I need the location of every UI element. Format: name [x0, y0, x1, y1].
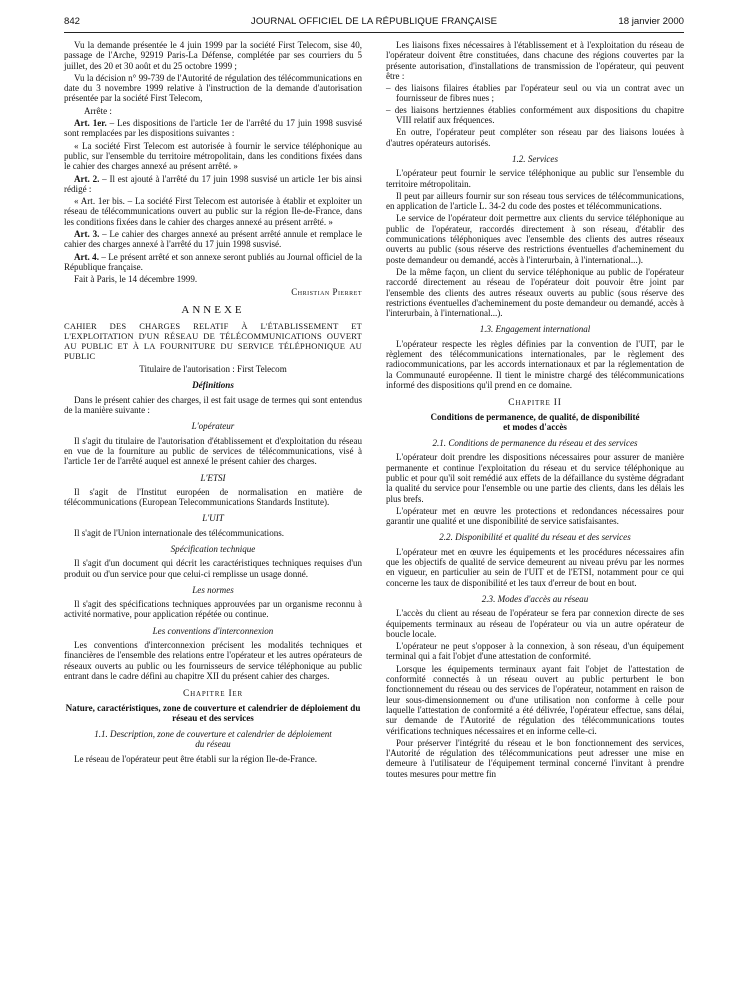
signature: Christian Pierret [291, 286, 362, 297]
chapter-title: Conditions de permanence, de qualité, de disponibilité et modes d'accès [430, 411, 640, 432]
section-heading: Spécification technique [170, 543, 256, 554]
article-label: Art. 2. [74, 173, 100, 184]
page-number: 842 [64, 16, 81, 27]
titulaire: Titulaire de l'autorisation : First Telecom [139, 364, 287, 375]
paragraph: Lorsque les équipements terminaux ayant fait l'objet de l'attestation de conformité connectés à un réseau ouvert au public perturbent le bon fonctionnement du réseau ou des services de l'opérateur, notamment en raison de leur sous-dimensionnement ou d'une utilisation non conforme à celle pour laquelle l'attestation de conformité a été délivrée, l'opérateur effectue, sans délai, sur demande de l'Autorité de régulation des télécommunications toutes vérifications techniques nécessaires et en informe celle-ci. [386, 663, 684, 736]
paragraph: Il s'agit des spécifications techniques approuvées par un organisme reconnu à activité normative, pour application répétée ou continue. [64, 599, 362, 620]
page-header [64, 16, 684, 30]
list-item: – des liaisons filaires établies par l'opérateur seul ou via un contrat avec un fournisseur de fibres nues ; [386, 83, 684, 104]
section-heading: 2.1. Conditions de permanence du réseau et des services [432, 438, 638, 449]
section-heading: L'ETSI [200, 472, 226, 483]
paragraph: Il s'agit de l'Union internationale des télécommunications. [74, 527, 285, 538]
paragraph: En outre, l'opérateur peut compléter son réseau par des liaisons louées à d'autres opérateurs autorisés. [386, 127, 684, 148]
article-quote: « La société First Telecom est autorisée à fournir le service téléphonique au public, sur l'ensemble du territoire métropolitain, dans les conditions fixées dans le cahier des charges annexé au présent arrêté. » [64, 140, 362, 172]
paragraph: Il s'agit de l'Institut européen de normalisation en matière de télécommunications (European Telecommunications Standards Institute). [64, 486, 362, 508]
section-heading: 1.3. Engagement international [479, 324, 591, 335]
section-heading: 2.3. Modes d'accès au réseau [481, 593, 589, 604]
annexe-heading: ANNEXE [181, 303, 245, 316]
paragraph: L'opérateur respecte les règles définies par la convention de l'UIT, par le règlement des télécommunications internationales, par le règlement des radiocommunications, par les accords internationaux et par la réglementation de la Communauté européenne. Il tient le ministre chargé des télécommunications informé des dispositions qu'il prend en ce domaine. [386, 338, 684, 390]
article-label: Art. 4. [74, 251, 99, 262]
section-heading: L'UIT [202, 513, 224, 524]
article-3: Art. 3. – Le cahier des charges annexé au présent arrêté annule et remplace le cahier des charges annexé à l'arrêté du 17 juin 1998 susvisé. [64, 229, 362, 250]
left-column [64, 40, 362, 766]
article-1: Art. 1er. – Les dispositions de l'article 1er de l'arrêté du 17 juin 1998 susvisé sont remplacées par les dispositions suivantes : [64, 118, 362, 139]
section-heading: 1.1. Description, zone de couverture et calendrier de déploiement du réseau [94, 729, 332, 750]
section-heading: Définitions [192, 380, 234, 391]
publication-date: 18 janvier 2000 [618, 16, 684, 27]
section-heading: Les conventions d'interconnexion [152, 625, 274, 636]
section-heading: L'opérateur [191, 421, 235, 432]
paragraph: L'opérateur met en œuvre les protections et redondances nécessaires pour garantir une qualité et une disponibilité de service satisfaisantes. [386, 505, 684, 527]
paragraph: Le service de l'opérateur doit permettre aux clients du service téléphonique au public de l'opérateur, raccordés directement à son réseau, d'établir des communications téléphoniques avec l'ensemble des clients des autres réseaux ouverts au public (sous réserve des restrictions éventuelles d'acheminement du poste demandeur ou demandé, accès à l'interurbain, à l'international...). [386, 213, 684, 265]
header-rule [64, 32, 684, 33]
section-heading: Les normes [192, 584, 234, 595]
paragraph: De la même façon, un client du service téléphonique au public de l'opérateur raccordé directement au réseau de l'opérateur doit pouvoir être joint par l'ensemble des clients des autres réseaux ouverts au public (sous réserve des restrictions éventuelles d'acheminement du poste demandeur ou demandé, accès à l'interurbain, à l'international...). [386, 266, 684, 319]
section-heading: 2.2. Disponibilité et qualité du réseau et des services [439, 532, 631, 543]
paragraph: L'opérateur doit prendre les dispositions nécessaires pour assurer de manière permanente et continue l'exploitation du réseau et du service téléphonique au public et pour qu'il soit remédié aux effets de la défaillance du système dégradant la qualité du service pour l'ensemble ou une partie des clients, dans les délais les plus brefs. [386, 452, 684, 504]
arrete-label: Arrête : [84, 105, 112, 116]
article-4: Art. 4. – Le présent arrêté et son annexe seront publiés au Journal officiel de la République française. [64, 251, 363, 272]
paragraph: L'opérateur met en œuvre les équipements et les procédures nécessaires afin que les objectifs de qualité de service demeurent au niveau prévu par les normes en vigueur, en particulier au sein de l'UIT et de l'ETSI, notamment pour ce qui concerne les taux de disponibilité et les taux d'erreur de bout en bout. [386, 546, 684, 588]
section-heading: 1.2. Services [512, 153, 558, 164]
paragraph: Il s'agit du titulaire de l'autorisation d'établissement et d'exploitation du réseau en vue de la fourniture au public de services de télécommunications, visé à l'article 1er de l'arrêté auquel est annexé le présent cahier des charges. [64, 435, 362, 467]
right-column [386, 40, 684, 781]
cahier-title: CAHIER DES CHARGES RELATIF À L'ÉTABLISSEMENT ET L'EXPLOITATION D'UN RÉSEAU DE TÉLÉCOMMUNICATIONS OUVERT AU PUBLIC ET À LA FOURNITURE DU SERVICE TÉLÉPHONIQUE AU PUBLIC [64, 321, 362, 362]
list-item: – des liaisons hertziennes établies conformément aux dispositions du chapitre VIII relatif aux fréquences. [386, 105, 684, 126]
article-label: Art. 1er. [74, 118, 107, 129]
paragraph: Les liaisons fixes nécessaires à l'établissement et à l'exploitation du réseau de l'opérateur doivent être constituées, dans chacune des régions couvertes par la présente autorisation, d'installations de transmission de l'opérateur, qui peuvent être : [386, 40, 684, 81]
intro-paragraph: Vu la demande présentée le 4 juin 1999 par la société First Telecom, sise 40, passage de l'Arche, 92919 Paris-La Défense, complétée par ses courriers du 5 juillet, des 20 et 30 août et du 25 octobre 1999 ; [64, 40, 362, 71]
paragraph: Dans le présent cahier des charges, il est fait usage de termes qui sont entendus de la manière suivante : [64, 394, 362, 416]
intro-paragraph: Vu la décision n° 99-739 de l'Autorité de régulation des télécommunications en date du 3 novembre 1999 relative à l'instruction de la demande d'autorisation présentée par la société First Telecom, [64, 72, 362, 104]
paragraph: Il s'agit d'un document qui décrit les caractéristiques techniques requises d'un produit ou d'un service pour que celui-ci remplisse un usage donné. [64, 558, 362, 579]
paragraph: Il peut par ailleurs fournir sur son réseau tous services de télécommunications, en application de l'article L. 34-2 du code des postes et télécommunications. [386, 190, 684, 212]
paragraph: L'opérateur peut fournir le service téléphonique au public sur l'ensemble du territoire métropolitain. [386, 168, 684, 189]
journal-title: JOURNAL OFFICIEL DE LA RÉPUBLIQUE FRANÇAISE [250, 16, 498, 27]
paragraph: Le réseau de l'opérateur peut être établi sur la région Ile-de-France. [74, 753, 318, 764]
paragraph: L'opérateur ne peut s'opposer à la connexion, à son réseau, d'un équipement terminal qui a fait l'objet d'une attestation de conformité. [386, 641, 684, 662]
chapter-title: Nature, caractéristiques, zone de couverture et calendrier de déploiement du réseau et des services [65, 702, 361, 723]
paragraph: L'accès du client au réseau de l'opérateur se fera par connexion directe de ses équipements terminaux au réseau de l'opérateur ou via un autre opérateur de boucle locale. [386, 608, 684, 639]
article-label: Art. 3. [74, 229, 100, 240]
dash-list [386, 83, 684, 125]
paragraph: Les conventions d'interconnexion précisent les modalités techniques et financières de l'ensemble des relations entre l'opérateur et les autres opérateurs de réseaux ouverts au public ou les fournisseurs de service téléphonique au public entrant dans le cadre défini au chapitre XII du présent cahier des charges. [64, 640, 362, 681]
done-line: Fait à Paris, le 14 décembre 1999. [74, 274, 198, 285]
chapter-heading: Chapitre Ier [183, 689, 243, 700]
chapter-heading: Chapitre II [508, 398, 562, 409]
paragraph: Pour préserver l'intégrité du réseau et le bon fonctionnement des services, l'Autorité de régulation des télécommunications peut adresser une mise en demeure à l'utilisateur de l'équipement terminal concerné l'invitant à prendre toutes mesures pour mettre fin [386, 737, 684, 779]
article-quote: « Art. 1er bis. – La société First Telecom est autorisée à établir et exploiter un réseau de télécommunications ouvert au public sur la région Ile-de-France, dans les conditions fixées dans le cahier des charges annexé au présent arrêté. » [64, 196, 362, 227]
article-2: Art. 2. – Il est ajouté à l'arrêté du 17 juin 1998 susvisé un article 1er bis ainsi rédigé : [64, 173, 362, 194]
